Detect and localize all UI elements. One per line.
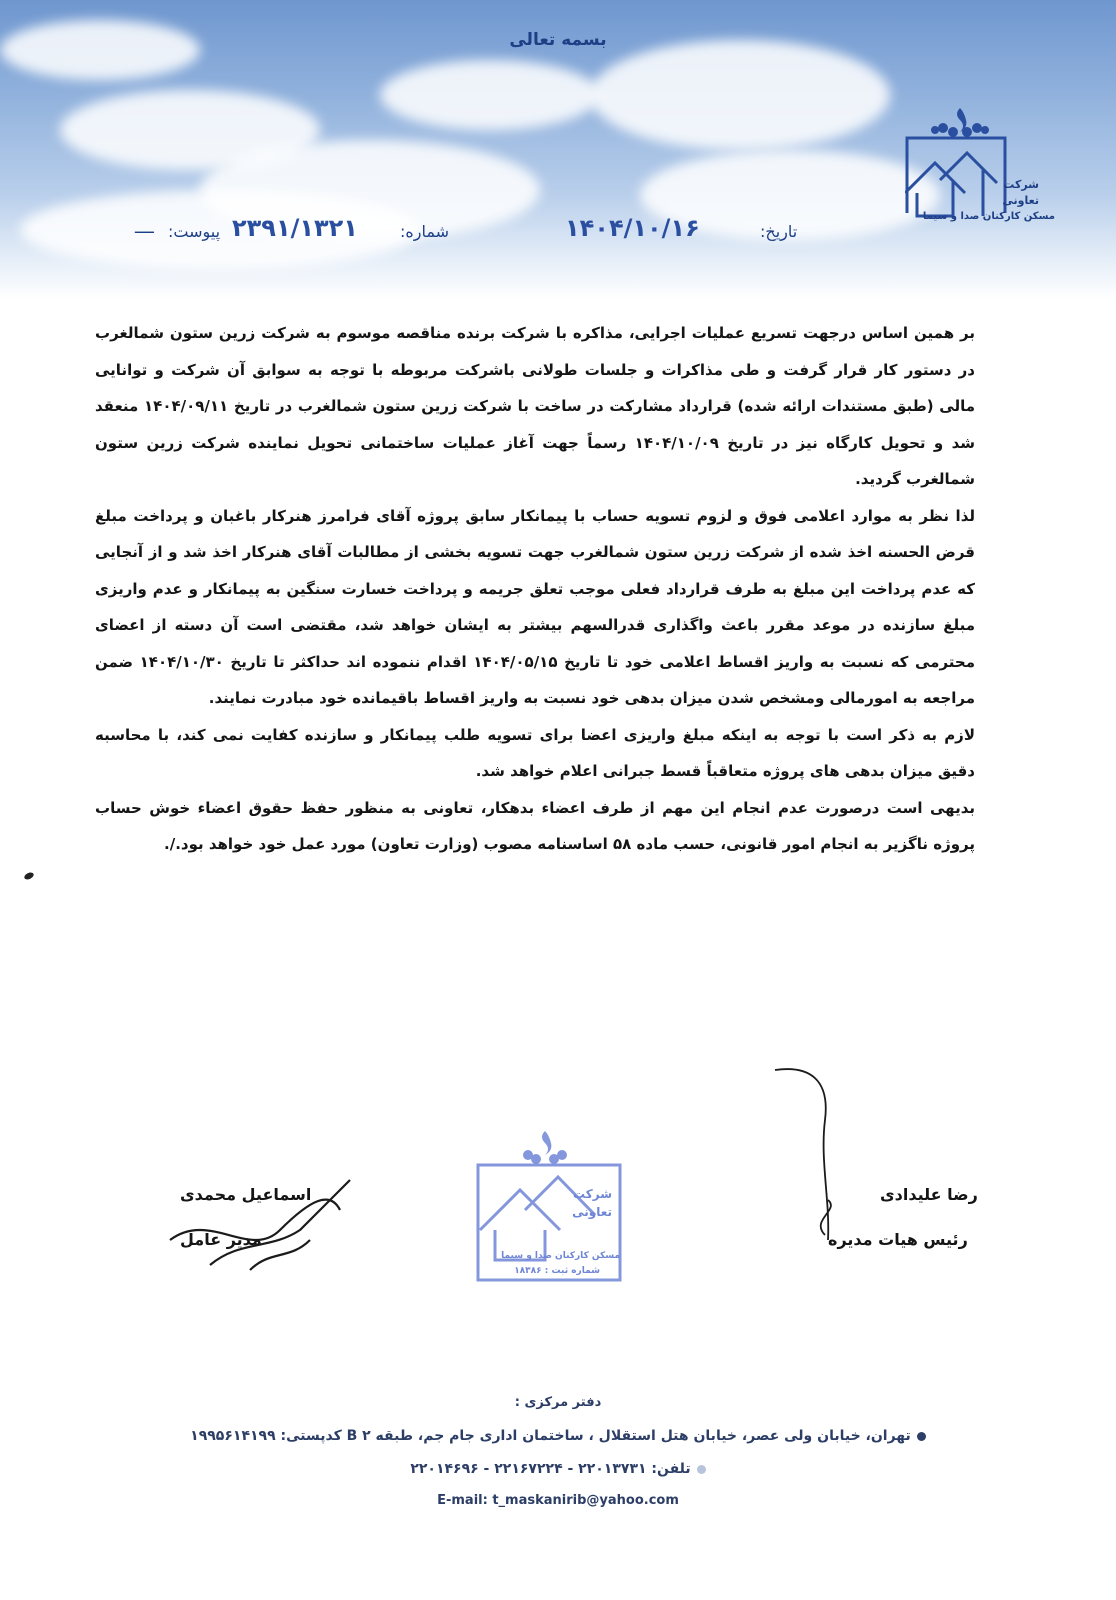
- footer-email[interactable]: E-mail: t_maskanirib@yahoo.com: [437, 1493, 679, 1508]
- left-signatory-name: اسماعیل محمدی: [180, 1185, 312, 1204]
- logo-line3: مسکن کارکنان صدا و سیما: [922, 211, 1055, 222]
- body-paragraph: بر همین اساس درجهت تسریع عملیات اجرایی، مذاکره با شرکت برنده مناقصه موسوم به شرکت زرین ستون شمالغرب در دستور کار قرار گرفت و طی مذاکرات و جلسات طولانی باشرکت مربوطه با توجه به سوابق آن شرکت و توانایی مالی (طبق مستندات ارائه شده) قرارداد مشارکت در ساخت با شرکت زرین ستون شمالغرب در تاریخ ۱۴۰۴/۰۹/۱۱ منعقد شد و تحویل کارگاه نیز در تاریخ ۱۴۰۴/۱۰/۰۹ رسماً جهت آغاز عملیات ساختمانی تحویل نماینده شرکت زرین ستون شمالغرب گردید.: [95, 324, 976, 488]
- company-logo: [905, 98, 1055, 233]
- bullet-icon: [917, 1432, 926, 1441]
- number-value: ۲۳۹۱/۱۳۲۱: [232, 214, 358, 242]
- footer-phone: تلفن: ۲۲۰۱۳۷۳۱ - ۲۲۱۶۷۲۲۴ - ۲۲۰۱۴۶۹۶: [410, 1461, 691, 1477]
- right-handwritten-signature: [770, 1060, 890, 1260]
- body-paragraph: لذا نظر به موارد اعلامی فوق و لزوم تسویه حساب با پیمانکار سابق پروژه آقای فرامرز هنرکار باغبان و پرداخت مبلغ قرض الحسنه اخذ شده از شرکت زرین ستون شمالغرب جهت تسویه بخشی از مطالبات آقای هنرکار اخذ شد و از آنجایی که عدم پرداخت این مبلغ به طرف قرارداد فعلی موجب تعلق جریمه و پرداخت خسارت سنگین به پیمانکار و عدم واریزی مبلغ سازنده در موعد مقرر باعث واگذاری قدرالسهم بیشتر به ایشان خواهد شد، مقتضی است آن دسته از اعضای محترمی که نسبت به واریز اقساط اعلامی خود تا تاریخ ۱۴۰۴/۰۵/۱۵ اقدام ننموده اند حداکثر تا تاریخ ۱۴۰۴/۱۰/۳۰ ضمن مراجعه به امورمالی ومشخص شدن میزان بدهی خود نسبت به واریز اقساط باقیمانده خود مبادرت نمایند.: [95, 506, 975, 707]
- right-signatory-name: رضا علیدادی: [880, 1185, 978, 1204]
- footer-address-line: [0, 1428, 1116, 1444]
- seal-line3: مسکن کارکنان صدا و سیما: [501, 1251, 620, 1261]
- letter-body: [95, 315, 975, 863]
- basmala-heading: بسمه تعالی: [509, 30, 607, 50]
- logo-line2: تعاونی: [1002, 194, 1039, 207]
- date-value: ۱۴۰۴/۱۰/۱۶: [565, 214, 700, 242]
- seal-line1: شرکت: [573, 1187, 612, 1201]
- left-handwritten-signature: [150, 1170, 370, 1280]
- date-field: [760, 222, 797, 252]
- cloud-shape: [380, 60, 600, 130]
- bullet-icon: [697, 1465, 706, 1474]
- body-paragraph: لازم به ذکر است با توجه به اینکه مبلغ واریزی اعضا برای تسویه طلب پیمانکار و سازنده کفایت نمی کند، با محاسبه دقیق میزان بدهی های پروژه متعاقباً قسط جبرانی اعلام خواهد شد.: [95, 725, 975, 780]
- footer-address: تهران، خیابان ولی عصر، خیابان هتل استقلال ، ساختمان اداری جام جم، طبقه ۲ B کدپستی: ۱۹۹۵۶۱۴۱۹۹: [190, 1428, 911, 1444]
- body-paragraph: بدیهی است درصورت عدم انجام این مهم از طرف اعضاء بدهکار، تعاونی به منظور حفظ حقوق اعضاء خوش حساب پروژه ناگزیر به انجام امور قانونی، حسب ماده ۵۸ اساسنامه مصوب (وزارت تعاون) مورد عمل خود خواهد بود./.: [95, 798, 975, 853]
- company-seal-stamp: [470, 1125, 630, 1290]
- logo-line1: شرکت: [1003, 178, 1039, 191]
- left-signatory-title: مدیر عامل: [180, 1230, 262, 1249]
- footer-phone-line: [0, 1461, 1116, 1477]
- number-label: شماره:: [400, 222, 450, 241]
- date-label: تاریخ:: [760, 222, 798, 241]
- scan-speck: [23, 871, 35, 881]
- cloud-shape: [0, 20, 200, 80]
- footer-office-label: دفتر مرکزی :: [514, 1395, 602, 1410]
- seal-line2: تعاونی: [572, 1205, 612, 1219]
- attachment-value: ــــ: [135, 218, 154, 237]
- right-signatory-title: رئیس هیات مدیره: [828, 1230, 968, 1249]
- seal-line4: شماره ثبت : ۱۸۳۸۶: [514, 1266, 600, 1276]
- attachment-label: پیوست:: [168, 222, 221, 241]
- cloud-shape: [590, 40, 890, 150]
